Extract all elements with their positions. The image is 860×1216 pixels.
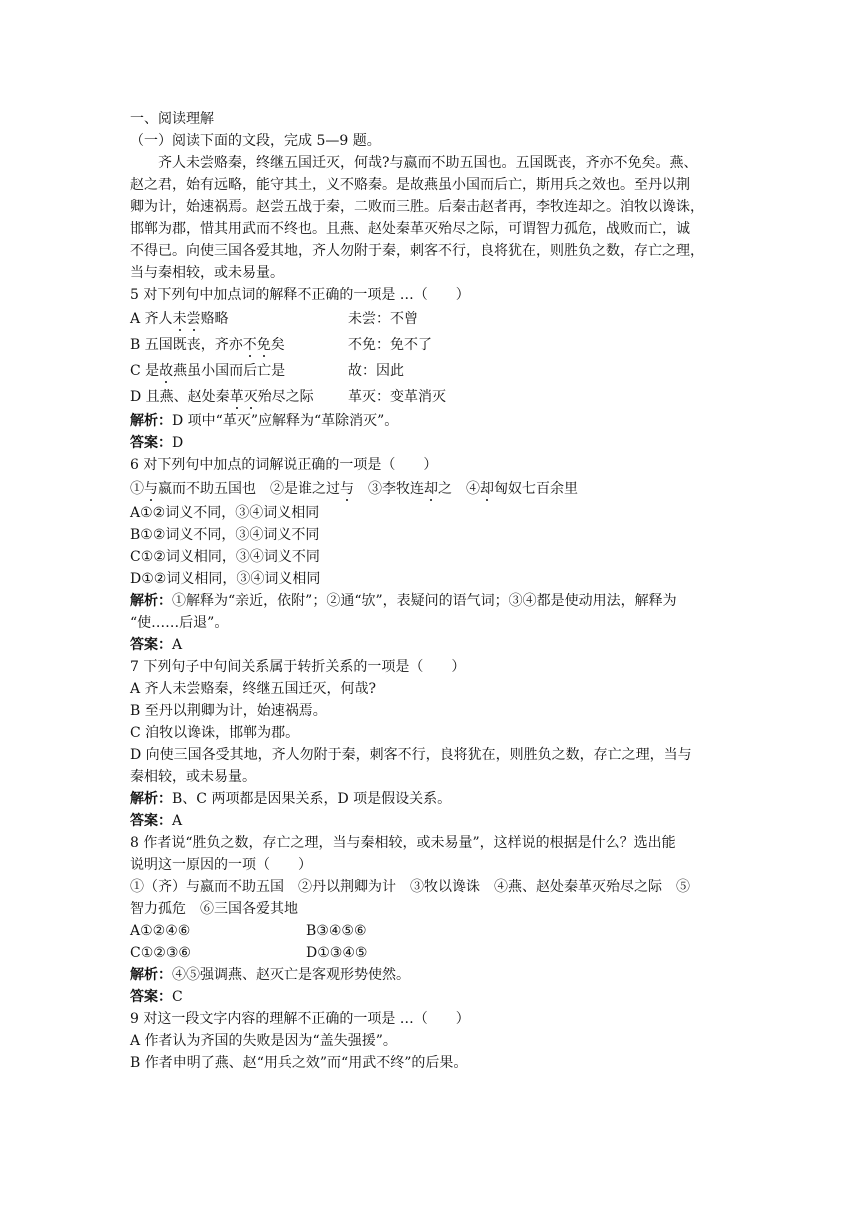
question-items-continued: 智力孤危 ⑥三国各爱其地 [130,901,298,917]
option-gloss: 故：因此 [348,363,404,379]
answer: 答案：D [130,435,184,451]
options-row [130,942,730,964]
passage-line: 当与秦相较，或未易量。 [130,265,284,281]
question-stem: 9 对这一段文字内容的理解不正确的一项是 …（ ） [130,1011,470,1027]
passage-line: 赵之君，始有远略，能守其土，义不赂秦。是故燕虽小国而后亡，斯用兵之效也。至丹以荆 [130,177,690,193]
option-c: C①②词义相同，③④词义不同 [130,549,320,565]
option-c: C 是故燕虽小国而后亡是 故：因此 [130,363,404,379]
options-row [130,920,730,942]
question-stem: 6 对下列句中加点的词解说正确的一项是（ ） [130,457,438,473]
question-stem: 5 对下列句中加点词的解释不正确的一项是 …（ ） [130,287,470,303]
option-a: A 作者认为齐国的失败是因为“盖失强援”。 [130,1033,397,1049]
dotted-char: 与 [340,481,354,497]
dotted-char: 不 [242,337,257,353]
option-b: B 作者申明了燕、赵“用兵之效”而“用武不终”的后果。 [130,1055,468,1071]
answer: 答案：A [130,637,183,653]
option-a: A①②④⑥ [130,923,191,939]
option-gloss: 不免：免不了 [348,337,432,353]
option-a: A①②词义不同，③④词义相同 [130,505,320,521]
part-title: （一）阅读下面的文段，完成 5—9 题。 [130,133,381,149]
option-gloss: 革灭：变革消灭 [348,389,446,405]
dotted-char: 灭 [243,389,258,405]
option-d: D 且燕、赵处秦革灭殆尽之际 革灭：变革消灭 [130,389,446,405]
question-7 [130,656,730,832]
section-title: 一、阅读理解 [130,111,214,127]
passage-line: 齐人未尝赂秦，终继五国迁灭，何哉?与嬴而不助五国也。五国既丧，齐亦不免矣。燕、 [158,155,698,171]
question-items: ①（齐）与嬴而不助五国 ②丹以荆卿为计 ③牧以谗诛 ④燕、赵处秦革灭殆尽之际 ⑤ [130,879,690,895]
analysis: 解析：①解释为“亲近，依附”；②通“欤”，表疑问的语气词；③④都是使动用法，解释为 [130,593,677,609]
analysis: 解析：B、C 两项都是因果关系，D 项是假设关系。 [130,791,452,807]
dotted-char: 尝 [186,311,201,327]
option-d-continued: 秦相较，或未易量。 [130,769,256,785]
question-9 [130,1008,730,1074]
option-b: B 至丹以荆卿为计，始速祸焉。 [130,703,327,719]
dotted-char: 未 [172,311,187,327]
dotted-char: 故 [159,363,174,379]
answer: 答案：C [130,989,183,1005]
option-a: A 齐人未尝赂略 未尝：不曾 [130,311,418,327]
dotted-char: 免 [256,337,271,353]
question-stem-continued: 说明这一原因的一项（ ） [130,857,312,873]
dotted-char: 却 [480,481,494,497]
passage-line: 邯郸为郡，惜其用武而不终也。且燕、赵处秦革灭殆尽之际，可谓智力孤危，战败而亡，诚 [130,221,690,237]
question-items: ①与嬴而不助五国也 ②是谁之过与 ③李牧连却之 ④却匈奴七百余里 [130,481,578,497]
option-c: C①②③⑥ [130,945,191,961]
document-content [130,108,730,1074]
question-stem: 7 下列句子中句间关系属于转折关系的一项是（ ） [130,659,466,675]
answer: 答案：A [130,813,183,829]
question-stem: 8 作者说“胜负之数，存亡之理，当与秦相较，或未易量”，这样说的根据是什么？选出能 [130,835,676,851]
question-8 [130,832,730,1008]
option-d: D①②词义相同，③④词义相同 [130,571,321,587]
option-d: D①③④⑤ [306,945,368,961]
analysis: 解析：D 项中“革灭”应解释为“革除消灭”。 [130,413,399,429]
option-c: C 洎牧以谗诛，邯郸为郡。 [130,725,300,741]
question-5 [130,284,730,454]
passage-line: 不得已。向使三国各爱其地，齐人勿附于秦，刺客不行，良将犹在，则胜负之数，存亡之理， [130,243,704,259]
option-b: B①②词义不同，③④词义不同 [130,527,320,543]
option-d: D 向使三国各受其地，齐人勿附于秦，刺客不行，良将犹在，则胜负之数，存亡之理，当与 [130,747,692,763]
analysis: 解析：④⑤强调燕、赵灭亡是客观形势使然。 [130,967,410,983]
passage-line: 卿为计，始速祸焉。赵尝五战于秦，二败而三胜。后秦击赵者再，李牧连却之。洎牧以谗诛， [130,199,704,215]
option-b: B 五国既丧，齐亦不免矣 不免：免不了 [130,337,432,353]
analysis-continued: “使……后退”。 [130,615,229,631]
dotted-char: 革 [229,389,244,405]
passage [130,152,730,284]
question-6 [130,454,730,656]
option-gloss: 未尝：不曾 [348,311,418,327]
option-a: A 齐人未尝赂秦，终继五国迁灭，何哉? [130,681,377,697]
option-b: B③④⑤⑥ [306,923,367,939]
dotted-char: 与 [144,481,158,497]
dotted-char: 却 [424,481,438,497]
